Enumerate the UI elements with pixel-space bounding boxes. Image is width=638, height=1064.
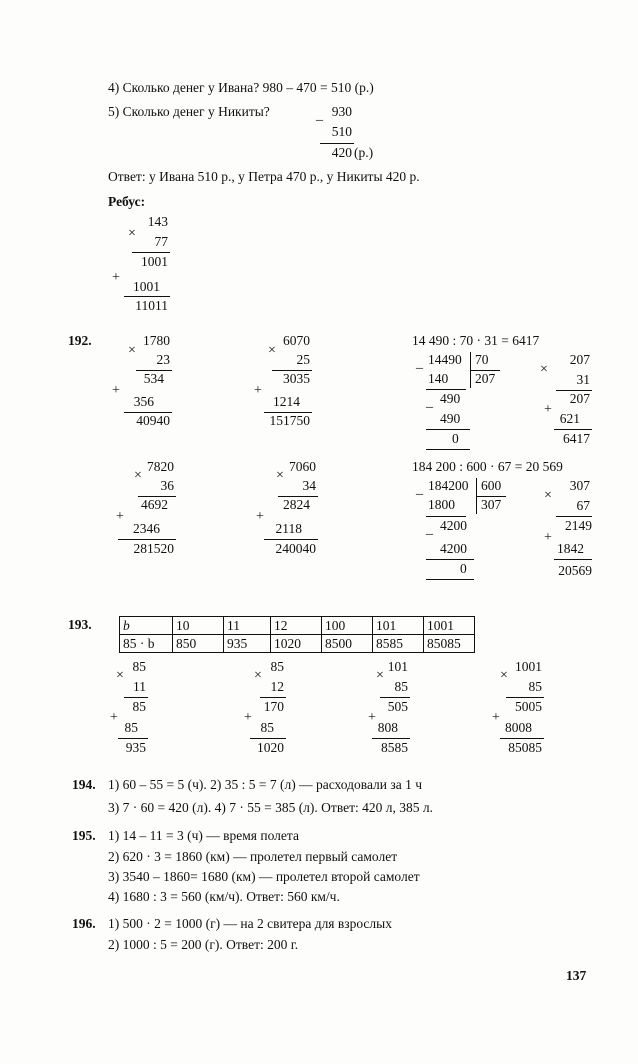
m2-a: 6070 [283, 333, 310, 348]
plus-sign: + [112, 270, 120, 285]
m3-b: 36 [160, 478, 174, 493]
d1-quotient: 207 [475, 371, 496, 386]
m193-4-result: 85085 [508, 740, 542, 755]
table-row [120, 635, 475, 653]
rebus-b: 77 [154, 234, 168, 249]
p194-line-2: 3) 7 · 60 = 420 (л). 4) 7 · 55 = 385 (л). Ответ: 420 л, 385 л. [108, 800, 433, 815]
question-4: 4) Сколько денег у Ивана? 980 – 470 = 510 (р.) [108, 80, 374, 95]
rebus-line-1 [132, 252, 170, 253]
m4-p1: 2824 [283, 497, 310, 512]
plus-sign: + [116, 509, 124, 524]
m4-line-2 [264, 539, 318, 540]
m193-1-result: 935 [125, 740, 146, 755]
p195-line-1: 1) 14 – 11 = 3 (ч) — время полета [108, 828, 299, 843]
plus-sign: + [254, 383, 262, 398]
times-sign: × [376, 668, 384, 683]
plus-sign: + [110, 710, 118, 725]
table-cell: 85085 [424, 635, 475, 653]
p194-line-1: 1) 60 – 55 = 5 (ч). 2) 35 : 5 = 7 (л) — расходовали за 1 ч [108, 777, 423, 792]
p195-line-4: 4) 1680 : 3 = 560 (км/ч). Ответ: 560 км/ч. [108, 889, 340, 904]
m2-p2: 1214 [273, 394, 300, 409]
m193-4-line-2 [500, 738, 544, 739]
minus-sign: _ [426, 522, 433, 537]
plus-sign: + [544, 530, 552, 545]
m3-p2: 2346 [133, 521, 160, 536]
m193-1-a: 85 [132, 659, 146, 674]
minus-sign: _ [416, 482, 423, 497]
m6-p1: 2149 [565, 518, 592, 533]
m1-result: 40940 [136, 413, 170, 428]
d1-dividend: 14490 [428, 352, 462, 367]
m4-a: 7060 [289, 459, 316, 474]
table-cell: 85 · b [120, 635, 173, 653]
plus-sign: + [492, 710, 500, 725]
equation-1: 14 490 : 70 · 31 = 6417 [412, 333, 540, 348]
rebus-result: 11011 [135, 298, 168, 313]
equation-2: 184 200 : 600 · 67 = 20 569 [412, 459, 563, 474]
m3-p1: 4692 [141, 497, 168, 512]
d2-dividend: 184200 [428, 478, 469, 493]
plus-sign: + [112, 383, 120, 398]
m2-p1: 3035 [283, 371, 310, 386]
times-sign: × [254, 668, 262, 683]
m193-1-line-2 [118, 738, 148, 739]
d1-remainder: 0 [452, 431, 459, 446]
m193-1-line-1 [124, 697, 148, 698]
rebus-p1: 1001 [141, 254, 168, 269]
times-sign: × [540, 362, 548, 377]
m193-3-line-2 [372, 738, 410, 739]
m4-b: 34 [302, 478, 316, 493]
problem-196-label: 196. [72, 916, 96, 931]
times-sign: × [128, 226, 136, 241]
m193-4-p2: 8008 [505, 720, 532, 735]
m6-result: 20569 [558, 563, 592, 578]
m193-3-a: 101 [387, 659, 408, 674]
rebus-a: 143 [147, 214, 168, 229]
d1-line-3 [426, 429, 470, 430]
q5-line [320, 143, 354, 144]
q5-subtrahend: 510 [331, 124, 352, 139]
q5-result: 420 [331, 145, 352, 160]
m193-1-p1: 85 [132, 699, 146, 714]
m193-2-line-2 [250, 738, 286, 739]
m1-p1: 534 [143, 371, 164, 386]
m5-a: 207 [569, 352, 590, 367]
m193-2-result: 1020 [257, 740, 284, 755]
rebus-title: Ребус: [108, 194, 146, 209]
d2-step2: 4200 [440, 518, 467, 533]
d2-line-4 [426, 579, 474, 580]
problem-195-label: 195. [72, 828, 96, 843]
minus-sign: _ [426, 395, 433, 410]
d2-step3: 4200 [440, 541, 467, 556]
m193-4-b: 85 [528, 679, 542, 694]
m193-4-a: 1001 [515, 659, 542, 674]
plus-sign: + [544, 402, 552, 417]
times-sign: × [128, 343, 136, 358]
m6-line-2 [554, 559, 592, 560]
times-sign: × [268, 343, 276, 358]
times-sign: × [116, 668, 124, 683]
page-number: 137 [566, 968, 587, 983]
m1-b: 23 [156, 352, 170, 367]
table-cell: b [120, 617, 173, 635]
times-sign: × [544, 488, 552, 503]
p195-line-3: 3) 3540 – 1860= 1680 (км) — пролетел второй самолет [108, 869, 420, 884]
table-row [120, 617, 475, 635]
problem-192-label: 192. [68, 333, 92, 348]
plus-sign: + [368, 710, 376, 725]
m193-1-b: 11 [133, 679, 146, 694]
m3-a: 7820 [147, 459, 174, 474]
m6-b: 67 [576, 498, 590, 513]
times-sign: × [500, 668, 508, 683]
problem-193-label: 193. [68, 617, 92, 632]
table-cell: 12 [271, 617, 322, 635]
plus-sign: + [256, 509, 264, 524]
minus-sign: _ [316, 108, 323, 123]
m6-line-1 [556, 516, 592, 517]
rebus-p2: 1001 [133, 279, 160, 294]
m5-b: 31 [576, 372, 590, 387]
m3-line-2 [118, 539, 176, 540]
rebus-line-2 [124, 296, 170, 297]
times-sign: × [134, 468, 142, 483]
m5-p2: 621 [559, 411, 580, 426]
m6-a: 307 [569, 478, 590, 493]
m193-3-p1: 505 [387, 699, 408, 714]
m5-p1: 207 [569, 391, 590, 406]
answer-line: Ответ: у Ивана 510 р., у Петра 470 р., у Никиты 420 р. [108, 169, 420, 184]
m193-3-p2: 808 [377, 720, 398, 735]
m193-2-line-1 [260, 697, 286, 698]
table-cell: 8585 [373, 635, 424, 653]
table-cell: 1020 [271, 635, 322, 653]
m193-1-p2: 85 [124, 720, 138, 735]
m5-line-2 [554, 429, 592, 430]
m3-result: 281520 [133, 541, 174, 556]
m193-4-line-1 [506, 697, 544, 698]
p195-line-2: 2) 620 · 3 = 1860 (км) — пролетел первый самолет [108, 849, 398, 864]
q5-unit: (р.) [354, 145, 374, 160]
m193-3-b: 85 [394, 679, 408, 694]
table-cell: 935 [224, 635, 271, 653]
table-cell: 850 [173, 635, 224, 653]
d2-line-2 [426, 516, 466, 517]
question-5: 5) Сколько денег у Никиты? [108, 104, 270, 119]
table-cell: 10 [173, 617, 224, 635]
p196-line-1: 1) 500 · 2 = 1000 (г) — на 2 свитера для взрослых [108, 916, 392, 931]
m2-b: 25 [296, 352, 310, 367]
m193-3-result: 8585 [381, 740, 408, 755]
m1-p2: 356 [133, 394, 154, 409]
plus-sign: + [244, 710, 252, 725]
m193-2-p1: 170 [263, 699, 284, 714]
d1-line-2 [426, 389, 466, 390]
m1-a: 1780 [143, 333, 170, 348]
times-sign: × [276, 468, 284, 483]
m2-result: 151750 [269, 413, 310, 428]
m5-result: 6417 [563, 431, 590, 446]
d2-remainder: 0 [460, 561, 467, 576]
d1-step2: 490 [440, 391, 461, 406]
d2-quotient: 307 [481, 497, 502, 512]
q5-minuend: 930 [331, 104, 352, 119]
m4-p2: 2118 [275, 521, 302, 536]
d1-divisor: 70 [475, 352, 489, 367]
m6-p2: 1842 [557, 541, 584, 556]
d1-step3: 490 [440, 411, 461, 426]
d2-step1: 1800 [428, 497, 455, 512]
values-table [119, 616, 475, 653]
m193-2-b: 12 [270, 679, 284, 694]
minus-sign: _ [416, 356, 423, 371]
table-cell: 8500 [322, 635, 373, 653]
m193-2-a: 85 [270, 659, 284, 674]
table-cell: 100 [322, 617, 373, 635]
m193-2-p2: 85 [260, 720, 274, 735]
problem-194-label: 194. [72, 777, 96, 792]
p196-line-2: 2) 1000 : 5 = 200 (г). Ответ: 200 г. [108, 937, 299, 952]
table-cell: 11 [224, 617, 271, 635]
d2-line-3 [426, 559, 474, 560]
d1-line-4 [426, 449, 470, 450]
m193-4-p1: 5005 [515, 699, 542, 714]
d1-step1: 140 [428, 371, 449, 386]
table-cell: 1001 [424, 617, 475, 635]
table-cell: 101 [373, 617, 424, 635]
d2-divisor: 600 [481, 478, 502, 493]
m4-result: 240040 [275, 541, 316, 556]
m193-3-line-1 [380, 697, 410, 698]
